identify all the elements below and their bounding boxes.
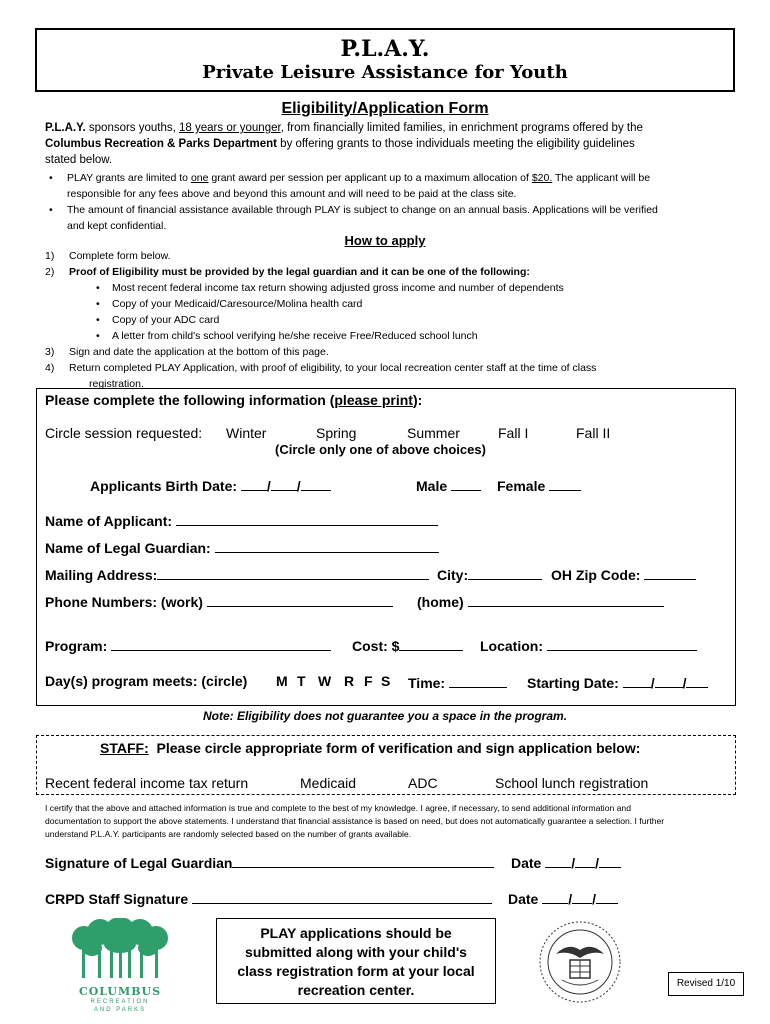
proof-list <box>45 280 735 344</box>
guardian-signature-field[interactable]: Signature of Legal Guardian <box>45 853 494 871</box>
how-to-apply-heading: How to apply <box>344 233 426 248</box>
zip-field[interactable]: OH Zip Code: <box>551 565 696 583</box>
intro-text: P.L.A.Y. sponsors youths, 18 years or younger, from financially limited families, in enrichment programs offered by the Columbus Recreation & Parks Department by offering grants to those individuals meeting the eligibility guidelines stated below. <box>45 122 643 166</box>
time-field[interactable]: Time: <box>408 673 507 691</box>
day-m[interactable]: M <box>276 673 288 689</box>
days-label: Day(s) program meets: (circle) <box>45 673 248 689</box>
submit-instructions-box: PLAY applications should be submitted along with your child's class registration form at your local recreation center. <box>216 918 496 1004</box>
circle-note: (Circle only one of above choices) <box>275 442 486 457</box>
session-summer[interactable]: Summer <box>407 425 460 441</box>
list-item: • Copy of your Medicaid/Caresource/Molina health card <box>90 296 735 312</box>
staff-option-adc[interactable]: ADC <box>408 775 438 791</box>
how-to-apply-steps: 1) Complete form below. 2) Proof of Eligibility must be provided by the legal guardian and it can be one of the following: • Most recent federal income tax return showing adjusted gross income and number of dependents • Copy of your Medicaid/Caresource/Molina health card • Copy of your ADC card • A letter from child's school verifying he/she receive Free/Reduced school lunch 3) Sign and date the application at the bottom of this page. 4) Return completed PLAY Application, with proof of eligibility, to your local recreation center staff at the time of class registration. <box>45 248 735 392</box>
intro-bullets: • PLAY grants are limited to one grant award per session per applicant up to a maximum allocation of $20. The applicant will be responsible for any fees above and beyond this amount and will need to be paid at the class site. • The amount of financial assistance available through PLAY is subject to change on an annual basis. Applications will be verified and kept confidential. <box>49 172 658 232</box>
session-winter[interactable]: Winter <box>226 425 267 441</box>
day-s[interactable]: S <box>381 673 391 689</box>
cost-field[interactable]: Cost: $ <box>352 636 463 654</box>
location-field[interactable]: Location: <box>480 636 697 654</box>
staff-signature-field[interactable]: CRPD Staff Signature <box>45 889 492 907</box>
list-item: • A letter from child's school verifying he/she receive Free/Reduced school lunch <box>90 328 735 344</box>
staff-heading: STAFF: Please circle appropriate form of verification and sign application below: <box>100 740 641 756</box>
logo-word: COLUMBUS <box>78 985 162 998</box>
program-field[interactable]: Program: <box>45 636 331 654</box>
seal-icon <box>538 920 622 1004</box>
eligibility-note: Note: Eligibility does not guarantee you a space in the program. <box>202 709 568 723</box>
logo-sub1: RECREATION <box>90 999 150 1005</box>
logo-sub2: AND PARKS <box>93 1007 147 1013</box>
list-item: • Most recent federal income tax return showing adjusted gross income and number of dependents <box>90 280 735 296</box>
columbus-recreation-logo <box>70 918 170 1013</box>
staff-option-medicaid[interactable]: Medicaid <box>300 775 357 791</box>
session-fall-1[interactable]: Fall I <box>498 425 529 441</box>
guardian-name-field[interactable]: Name of Legal Guardian: <box>45 538 439 556</box>
info-heading: Please complete the following information (please print): <box>45 392 423 408</box>
page-title: P.L.A.Y. <box>340 36 430 62</box>
male-field[interactable]: Male <box>416 476 481 494</box>
staff-option-school-lunch[interactable]: School lunch registration <box>495 775 649 791</box>
certification-text: I certify that the above and attached information is true and complete to the best of my knowledge. I agree, if necessary, to send additional information and documentation to support the above statements. I understand that financial assistance is based on need, but does not automatically guarantee a selection. I further understand P.L.A.Y. participants are randomly selected based on the number of grants available. <box>45 803 665 839</box>
home-phone-field[interactable]: (home) <box>417 592 664 610</box>
guardian-date-field[interactable]: Date / / <box>511 853 621 871</box>
day-r[interactable]: R <box>344 673 355 689</box>
applicant-name-field[interactable]: Name of Applicant: <box>45 511 438 529</box>
city-field[interactable]: City: <box>437 565 542 583</box>
birth-date-field[interactable]: Applicants Birth Date: / / <box>90 476 331 494</box>
trees-icon <box>70 918 170 980</box>
day-t[interactable]: T <box>297 673 306 689</box>
staff-date-field[interactable]: Date / / <box>508 889 618 907</box>
mailing-address-field[interactable]: Mailing Address: <box>45 565 429 583</box>
female-field[interactable]: Female <box>497 476 581 494</box>
session-fall-2[interactable]: Fall II <box>576 425 611 441</box>
starting-date-field[interactable]: Starting Date: / / <box>527 673 708 691</box>
header-box <box>35 28 735 92</box>
staff-option-tax-return[interactable]: Recent federal income tax return <box>45 775 249 791</box>
day-f[interactable]: F <box>364 673 373 689</box>
day-w[interactable]: W <box>318 673 332 689</box>
session-label: Circle session requested: <box>45 425 203 441</box>
city-seal <box>538 920 622 1004</box>
work-phone-field[interactable]: Phone Numbers: (work) <box>45 592 393 610</box>
page-subtitle: Private Leisure Assistance for Youth <box>202 62 568 83</box>
list-item: • Copy of your ADC card <box>90 312 735 328</box>
revised-label: Revised 1/10 <box>668 972 744 996</box>
form-title: Eligibility/Application Form <box>281 100 489 117</box>
session-spring[interactable]: Spring <box>316 425 357 441</box>
